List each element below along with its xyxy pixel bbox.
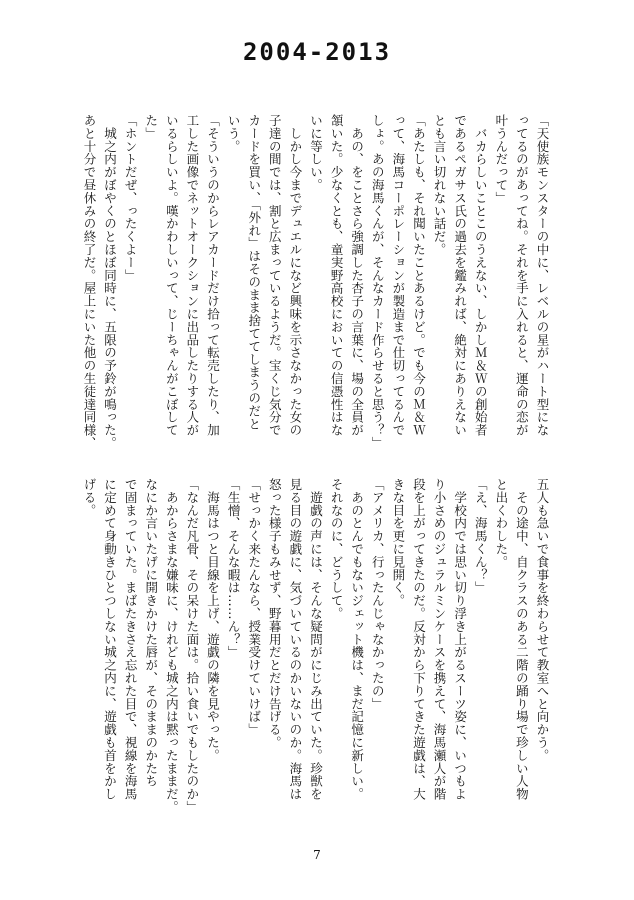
text-block-top: [81, 114, 552, 452]
text-line: 城之内がぼやくのとほぼ同時に、五限の予鈴が鳴った。: [102, 114, 118, 450]
text-block-bottom: [81, 478, 552, 822]
text-line: 叶うんだって」: [493, 114, 509, 205]
text-line: あのとんでもないジェット機は、まだ記憶に新しい。: [349, 478, 365, 801]
text-line: 子達の間では、割と広まっているようだ。宝くじ気分で: [267, 114, 283, 437]
text-line: きな目を更に見開く。: [390, 478, 406, 607]
text-line: 五人も急いで食事を終わらせて教室へと向かう。: [535, 478, 550, 762]
text-line: 「生憎、そんな暇は……ん？」: [226, 478, 242, 659]
text-line: あからさまな嫌味に、けれども城之内は黙ったままだ。: [164, 478, 180, 814]
text-line: その途中、自クラスのある二階の踊り場で珍しい人物: [514, 478, 530, 801]
text-line: いるらしいよ。嘆かわしいって、じーちゃんがこぼして: [164, 114, 180, 437]
text-line: 見る目の遊戯に、気づいているのかいないのか。海馬は: [287, 478, 303, 801]
text-line: 「そういうのからレアカードだけ拾って転売したり、加: [205, 114, 221, 437]
text-line: 学校内では思い切り浮き上がるスーツ姿に、いつもよ: [452, 478, 468, 801]
text-line: 海馬はつと目線を上げ、遊戯の隣を見やった。: [205, 478, 221, 762]
text-line: それなのに、どうして。: [329, 478, 345, 620]
text-line: って、海馬コーポレーションが製造まで仕切ってるんで: [390, 114, 406, 437]
text-line: と出くわした。: [493, 478, 509, 569]
page-number: 7: [313, 848, 321, 862]
text-line: であるペガサス氏の過去を鑑みれば、絶対にありえない: [452, 114, 468, 437]
text-line: しかし今までデュエルになど興味を示さなかった女の: [287, 114, 303, 437]
text-line: 「ホントだぜ、ったくよー」: [123, 114, 139, 282]
text-line: た」: [143, 114, 159, 140]
text-line: しょ。あの海馬くんが、そんなカード作らせると思う？」: [370, 114, 386, 450]
text-line: げる。: [81, 478, 97, 517]
text-line: 「なんだ凡骨、その呆けた面は。拾い食いでもしたのか」: [184, 478, 200, 814]
text-line: 「アメリカ、行ったんじゃなかったの」: [370, 478, 386, 711]
text-line: 段を上がってきたのだ。反対から下りてきた遊戯は、大: [411, 478, 427, 801]
text-line: いう。: [226, 114, 242, 153]
page-header: 2004-2013: [242, 38, 392, 66]
text-line: ってるのがあってね。それを手に入れると、運命の恋が: [514, 114, 530, 437]
text-line: 怒った様子もみせず、野暮用だとだけ告げる。: [267, 478, 283, 749]
text-line: いに等しい。: [308, 114, 324, 192]
text-line: なにか言いたげに開きかけた唇が、そのままのかたち: [143, 478, 159, 788]
text-line: 「天使族モンスターの中に、レベルの星がハート型にな: [535, 114, 550, 437]
text-line: 遊戯の声には、そんな疑問がにじみ出ていた。珍獣を: [308, 478, 324, 801]
text-line: 頷いた。少なくとも、童実野高校においての信憑性はな: [329, 114, 345, 437]
text-line: あの、をことさら強調した杏子の言葉に、場の全員が: [349, 114, 365, 437]
text-line: カードを買い、「外れ」はそのまま捨ててしまうのだと: [246, 114, 262, 431]
text-line: 「あたしも、それ聞いたことあるけど。でも今のＭ＆Ｗ: [411, 114, 427, 437]
text-line: 「せっかく来たんなら、授業受けていけば」: [246, 478, 262, 736]
text-line: に定めて身動きひとつしない城之内に、遊戯も首をかし: [102, 478, 118, 801]
text-line: で固まっていた。まばたきさえ忘れた目で、視線を海馬: [123, 478, 139, 801]
text-line: あと十分で昼休みの終了だ。屋上にいた他の生徒達同様、: [81, 114, 97, 450]
text-line: とも言い切れない話だ。: [432, 114, 448, 256]
text-line: 「え、海馬くん？」: [473, 478, 489, 595]
text-line: バカらしいことこのうえない、しかしＭ＆Ｗの創始者: [473, 114, 489, 437]
text-line: り小さめのジュラルミンケースを携えて、海馬瀬人が階: [432, 478, 448, 801]
text-line: 工した画像でネットオークションに出品したりする人が: [184, 114, 200, 437]
